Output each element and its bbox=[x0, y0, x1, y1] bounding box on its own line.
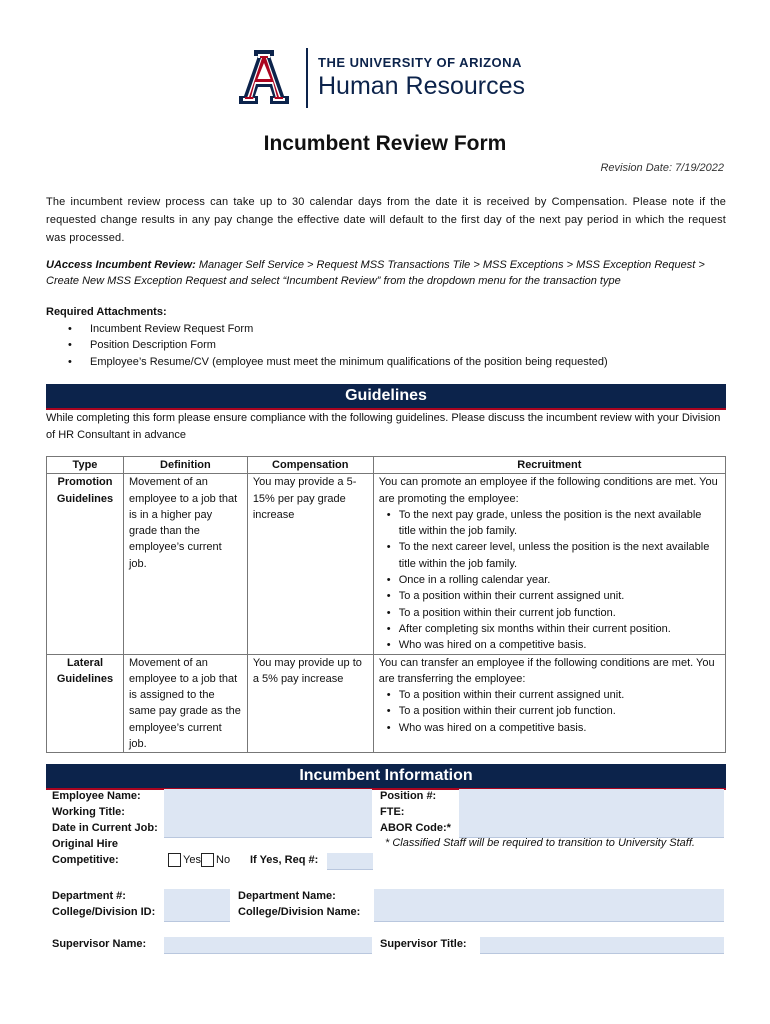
attachment-item: • Employee’s Resume/CV (employee must meet the minimum qualifications of the position being requested) bbox=[90, 354, 608, 371]
department-number-label: Department #: bbox=[52, 890, 126, 902]
row-recruitment bbox=[373, 654, 725, 753]
logo-divider bbox=[306, 48, 308, 108]
row-type: Promotion Guidelines bbox=[47, 474, 124, 654]
abor-code-field[interactable] bbox=[459, 821, 724, 838]
department-name: Human Resources bbox=[318, 72, 526, 100]
recruitment-intro: You can transfer an employee if the following conditions are met. You are transferring the employee: bbox=[378, 656, 715, 685]
abor-code-label: ABOR Code:* bbox=[380, 822, 451, 834]
date-in-job-label: Date in Current Job: bbox=[52, 822, 158, 834]
classified-staff-note: * Classified Staff will be required to transition to University Staff. bbox=[385, 837, 695, 849]
supervisor-name-field[interactable] bbox=[164, 937, 372, 954]
uaccess-path: Manager Self Service > Request MSS Transactions Tile > MSS Exceptions > MSS Exception Request > Create New MSS Exception Request and select “Incumbent Review” from the dropdown menu for the transaction type bbox=[46, 259, 705, 287]
required-attachments bbox=[46, 304, 608, 370]
university-logo-icon bbox=[232, 46, 296, 110]
yes-label: Yes bbox=[183, 854, 201, 866]
column-header-definition: Definition bbox=[123, 457, 247, 474]
form-title: Incumbent Review Form bbox=[263, 132, 507, 155]
date-in-job-field[interactable] bbox=[164, 821, 372, 838]
row-compensation: You may provide a 5-15% per pay grade increase bbox=[247, 474, 373, 654]
competitive-label: Competitive: bbox=[52, 854, 119, 866]
table-row bbox=[47, 474, 726, 654]
table-row bbox=[47, 654, 726, 753]
row-definition: Movement of an employee to a job that is in a higher pay grade than the employee’s current job. bbox=[123, 474, 247, 654]
revision-date: Revision Date: 7/19/2022 bbox=[600, 162, 724, 174]
recruitment-item: • To a position within their current job function. bbox=[399, 605, 720, 621]
position-number-field[interactable] bbox=[459, 789, 724, 806]
guidelines-table bbox=[46, 456, 726, 753]
recruitment-item: • After completing six months within their current position. bbox=[399, 621, 720, 637]
recruitment-item: • To the next career level, unless the position is the next available title within the job family. bbox=[399, 539, 720, 572]
working-title-field[interactable] bbox=[164, 805, 372, 822]
guidelines-banner: Guidelines bbox=[46, 384, 726, 410]
position-number-label: Position #: bbox=[380, 790, 437, 802]
supervisor-title-field[interactable] bbox=[480, 937, 724, 954]
university-name: THE UNIVERSITY OF ARIZONA bbox=[318, 55, 522, 70]
department-name-field[interactable] bbox=[374, 889, 724, 906]
recruitment-list bbox=[379, 687, 720, 736]
header-logo bbox=[232, 46, 525, 110]
recruitment-item: • Who was hired on a competitive basis. bbox=[399, 637, 720, 653]
department-name-label: Department Name: bbox=[238, 890, 336, 902]
recruitment-item: • Who was hired on a competitive basis. bbox=[399, 720, 720, 736]
uaccess-label: UAccess Incumbent Review: bbox=[46, 259, 196, 271]
college-id-label: College/Division ID: bbox=[52, 906, 156, 918]
recruitment-item: • Once in a rolling calendar year. bbox=[399, 572, 720, 588]
attachments-title: Required Attachments: bbox=[46, 306, 167, 318]
college-name-label: College/Division Name: bbox=[238, 906, 361, 918]
logo-text bbox=[318, 55, 525, 101]
supervisor-title-label: Supervisor Title: bbox=[380, 938, 467, 950]
column-header-recruitment: Recruitment bbox=[373, 457, 725, 474]
attachment-item: • Position Description Form bbox=[90, 337, 608, 354]
row-recruitment bbox=[373, 474, 725, 654]
no-label: No bbox=[216, 854, 231, 866]
competitive-yes-checkbox[interactable] bbox=[168, 853, 201, 867]
attachment-item: • Incumbent Review Request Form bbox=[90, 321, 608, 338]
recruitment-item: • To a position within their current assigned unit. bbox=[399, 687, 720, 703]
checkbox-box[interactable] bbox=[201, 853, 214, 867]
row-type: Lateral Guidelines bbox=[47, 654, 124, 753]
working-title-label: Working Title: bbox=[52, 806, 125, 818]
college-name-field[interactable] bbox=[374, 905, 724, 922]
guidelines-text: While completing this form please ensure compliance with the following guidelines. Please discuss the incumbent review with your Division of HR Consultant in advance bbox=[46, 412, 721, 441]
incumbent-info-banner: Incumbent Information bbox=[46, 764, 726, 790]
intro-paragraph: The incumbent review process can take up to 30 calendar days from the date it is received by Compensation. Please note if the requested change results in any pay change the effective date will default to the first day of the next pay period in which the request was processed. bbox=[46, 196, 726, 244]
column-header-type: Type bbox=[47, 457, 124, 474]
competitive-no-checkbox[interactable] bbox=[201, 853, 230, 867]
recruitment-item: • To the next pay grade, unless the position is the next available title within the job family. bbox=[399, 507, 720, 540]
recruitment-list bbox=[379, 507, 720, 654]
row-compensation: You may provide up to a 5% pay increase bbox=[247, 654, 373, 753]
checkbox-box[interactable] bbox=[168, 853, 181, 867]
column-header-compensation: Compensation bbox=[247, 457, 373, 474]
department-number-field[interactable] bbox=[164, 889, 230, 906]
row-definition: Movement of an employee to a job that is assigned to the same pay grade as the employee’s current job. bbox=[123, 654, 247, 753]
employee-name-label: Employee Name: bbox=[52, 790, 141, 802]
uaccess-instructions bbox=[46, 257, 726, 289]
supervisor-name-label: Supervisor Name: bbox=[52, 938, 147, 950]
recruitment-item: • To a position within their current job function. bbox=[399, 703, 720, 719]
fte-label: FTE: bbox=[380, 806, 405, 818]
recruitment-intro: You can promote an employee if the following conditions are met. You are promoting the employee: bbox=[378, 476, 718, 505]
attachments-list bbox=[46, 321, 608, 371]
original-hire-label: Original Hire bbox=[52, 838, 119, 850]
recruitment-item: • To a position within their current assigned unit. bbox=[399, 588, 720, 604]
req-number-label: If Yes, Req #: bbox=[250, 854, 319, 866]
fte-field[interactable] bbox=[459, 805, 724, 822]
college-id-field[interactable] bbox=[164, 905, 230, 922]
table-header-row bbox=[47, 457, 726, 474]
employee-name-field[interactable] bbox=[164, 789, 372, 806]
req-number-field[interactable] bbox=[327, 853, 373, 870]
